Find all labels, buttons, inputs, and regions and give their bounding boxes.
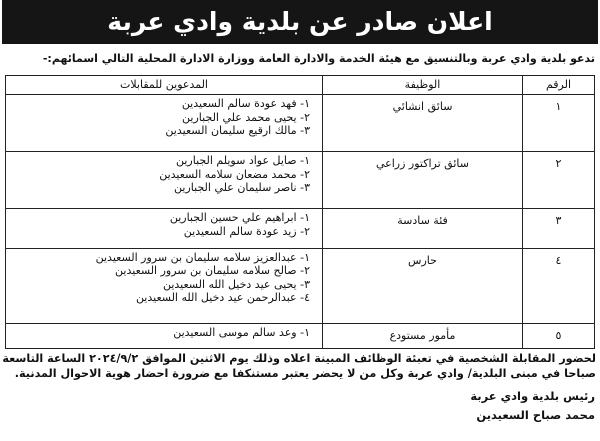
- row-number: ٢: [523, 152, 595, 209]
- invitee-name: ١- فهد عودة سالم السعيدين: [181, 97, 310, 110]
- invitee-name: ٢- محمد مضعان سلامه السعيدين: [159, 167, 310, 181]
- row-job: مأمور مستودع: [323, 323, 523, 348]
- invitee-name: ١- ابراهيم علي حسين الجبارين: [169, 211, 310, 225]
- table-row: [6, 248, 595, 323]
- row-invitees: [6, 152, 323, 209]
- row-number: ٤: [523, 248, 595, 323]
- header-job: الوظيفة: [323, 76, 523, 95]
- signature-role: رئيس بلدية وادي عربة: [470, 389, 595, 403]
- invitee-name: ١- عبدالعزيز سلامه سليمان بن سرور السعيدين: [95, 250, 310, 264]
- row-job: فئة سادسة: [323, 209, 523, 248]
- signature-block: [470, 387, 595, 425]
- table-header-row: [6, 76, 595, 95]
- table-row: [6, 152, 595, 209]
- invitee-name: ٣- يحيى عيد دخيل الله السعيدين: [162, 277, 310, 291]
- intro-text: تدعو بلدية وادي عربة وبالتنسيق مع هيئة الخدمة والادارة العامة ووزارة الادارة المحلية التالي اسمائهم:-: [42, 52, 595, 65]
- invitee-name: ١- صايل عواد سويلم الجبارين: [175, 154, 310, 168]
- invitee-name: ٣- مالك ارقيع سليمان السعيدين: [165, 124, 310, 137]
- row-invitees: [6, 323, 323, 348]
- table-body: [6, 95, 595, 349]
- invitee-name: ٣- ناصر سليمان علي الجبارين: [174, 181, 310, 195]
- table-row: [6, 95, 595, 152]
- invitee-name: ٢- زيد عودة سالم السعيدين: [183, 224, 310, 238]
- invitee-name: ٤- عبدالرحمن عيد دخيل الله السعيدين: [135, 291, 310, 305]
- row-job: حارس: [323, 248, 523, 323]
- invitee-name: ٢- يحيى محمد علي الجبارين: [182, 110, 310, 124]
- row-job: سائق تراكتور زراعي: [323, 152, 523, 209]
- table-row: [6, 323, 595, 348]
- signature-name: محمد صباح السعيدين: [476, 408, 595, 422]
- header-invitees: المدعوين للمقابلات: [6, 76, 323, 95]
- header-number: الرقم: [523, 76, 595, 95]
- row-job: سائق انشائي: [323, 95, 523, 152]
- invitees-table: [5, 75, 595, 349]
- table-row: [6, 209, 595, 248]
- row-invitees: [6, 209, 323, 248]
- invitee-name: ٢- صالح سلامه سليمان بن سرور السعيدين: [115, 264, 310, 278]
- row-invitees: [6, 95, 323, 152]
- interview-details: [4, 352, 596, 381]
- announcement-title: اعلان صادر عن بلدية وادي عربة: [2, 0, 598, 44]
- details-line: صباحا في مبنى البلدية/ وادي عربة وكل من لا يحضر يعتبر مستنكفا مع ضرورة احضار هوية الاحوال المدنية.: [14, 366, 596, 380]
- row-invitees: [6, 248, 323, 323]
- row-number: ٥: [523, 323, 595, 348]
- row-number: ٣: [523, 209, 595, 248]
- details-line: لحضور المقابلة الشخصية في تعبئة الوظائف المبينة اعلاه وذلك يوم الاثنين الموافق ٢٠٢٤/٩/٢ الساعة التاسعة: [2, 352, 596, 365]
- invitee-name: ١- وعد سالم موسى السعيدين: [173, 325, 310, 339]
- row-number: ١: [523, 95, 595, 152]
